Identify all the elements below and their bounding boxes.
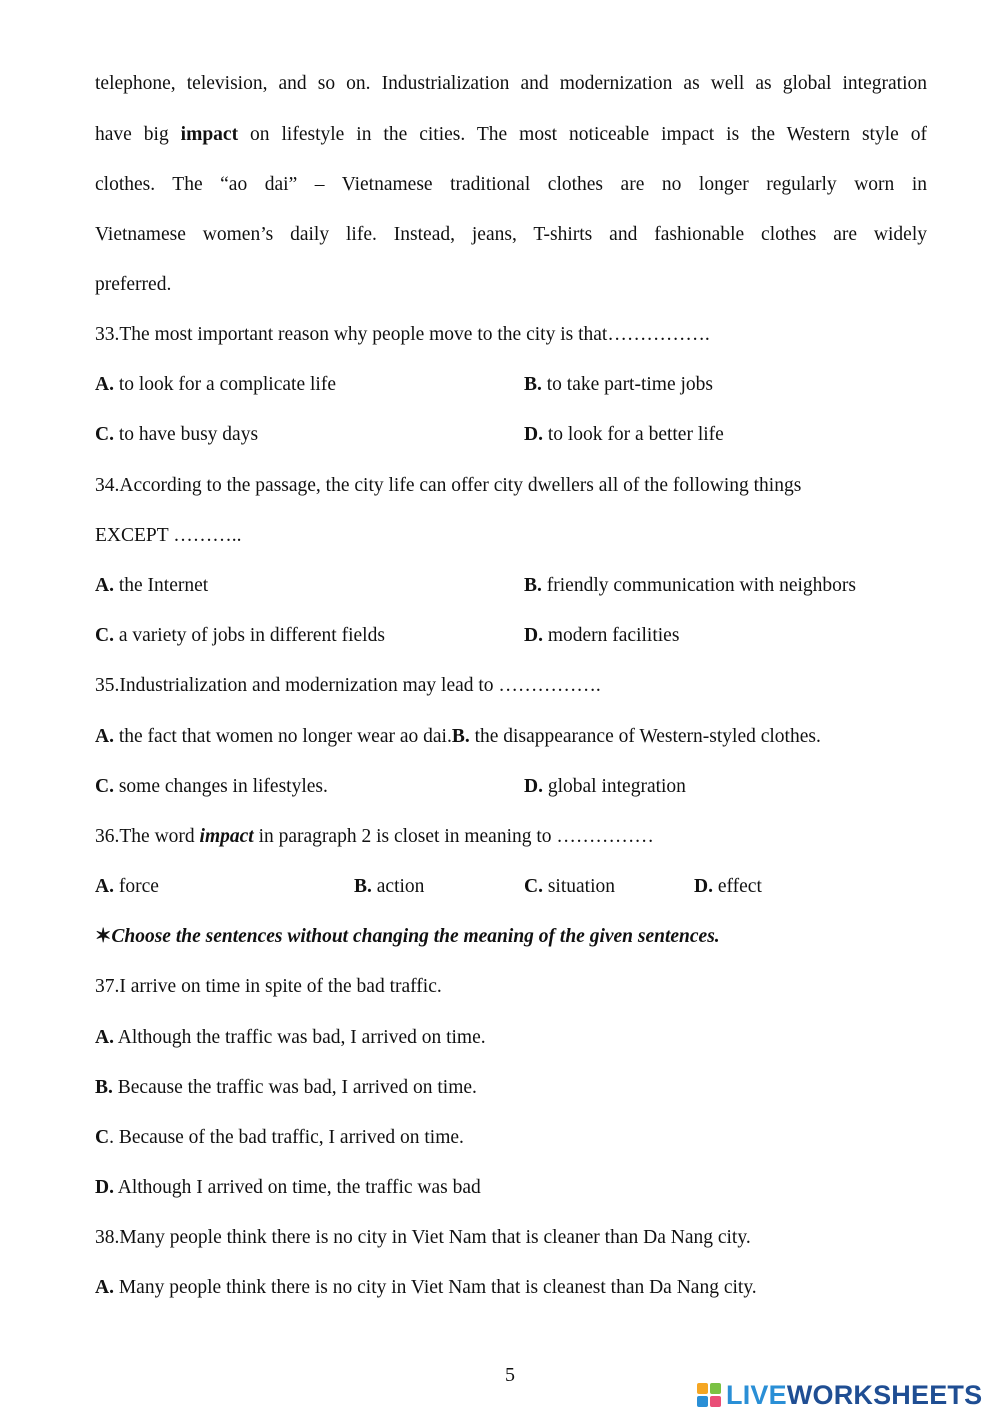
liveworksheets-logo[interactable] <box>697 1378 982 1412</box>
option-letter: A. <box>95 1027 114 1048</box>
passage-text: have big <box>95 124 181 145</box>
option-36-d[interactable] <box>694 877 762 897</box>
keyword-impact: impact <box>199 826 254 847</box>
option-text: Many people think there is no city in Viet Nam that is cleanest than Da Nang city. <box>113 1277 757 1298</box>
option-text: Although the traffic was bad, I arrived on time. <box>113 1027 486 1048</box>
logo-text <box>726 1380 982 1411</box>
option-34-a[interactable] <box>95 576 208 596</box>
option-37-a[interactable] <box>95 1028 486 1050</box>
option-text: force <box>113 876 159 897</box>
stem-text: in paragraph 2 is closet in meaning to …………… <box>253 826 654 847</box>
option-letter: C <box>95 1127 110 1148</box>
option-letter: C. <box>95 776 114 797</box>
option-text: the disappearance of Western-styled clothes. <box>469 726 821 747</box>
option-34-b[interactable] <box>524 576 856 596</box>
question-34-stem-continued: EXCEPT ……….. <box>95 525 242 546</box>
question-34-stem: 34.According to the passage, the city life can offer city dwellers all of the following things <box>95 475 802 496</box>
question-38-stem: 38.Many people think there is no city in Viet Nam that is cleaner than Da Nang city. <box>95 1227 751 1248</box>
option-text: modern facilities <box>542 625 680 646</box>
option-letter: B. <box>95 1077 113 1098</box>
passage-line-3: clothes. The “ao dai” – Vietnamese traditional clothes are no longer regularly worn in <box>95 174 927 195</box>
question-33-stem: 33.The most important reason why people move to the city is that……………. <box>95 324 710 345</box>
option-37-b[interactable] <box>95 1078 477 1100</box>
option-text: situation <box>542 876 616 897</box>
option-37-d[interactable] <box>95 1178 481 1200</box>
option-text: to have busy days <box>113 424 259 445</box>
passage-line-2 <box>95 125 927 147</box>
option-letter: C. <box>95 424 114 445</box>
option-letter: D. <box>524 424 543 445</box>
keyword-impact: impact <box>180 124 239 145</box>
question-36-stem <box>95 827 654 849</box>
passage-line-4: Vietnamese women’s daily life. Instead, jeans, T-shirts and fashionable clothes are widely <box>95 224 927 245</box>
option-text: friendly communication with neighbors <box>541 575 856 596</box>
question-35-stem: 35.Industrialization and modernization may lead to ……………. <box>95 675 601 696</box>
option-text: . Because of the bad traffic, I arrived on time. <box>109 1127 464 1148</box>
question-37-stem: 37.I arrive on time in spite of the bad traffic. <box>95 976 442 997</box>
option-letter: A. <box>95 374 114 395</box>
option-text: Although I arrived on time, the traffic was bad <box>113 1177 481 1198</box>
option-letter: A. <box>95 575 114 596</box>
option-34-d[interactable] <box>524 626 679 646</box>
section-instruction <box>95 927 720 949</box>
logo-square <box>697 1396 708 1407</box>
option-34-c[interactable] <box>95 626 385 646</box>
option-text: to take part-time jobs <box>541 374 714 395</box>
option-letter: D. <box>524 625 543 646</box>
option-letter: C. <box>95 625 114 646</box>
option-text: Because the traffic was bad, I arrived on time. <box>112 1077 477 1098</box>
logo-square <box>697 1383 708 1394</box>
logo-live: LIVE <box>726 1379 787 1410</box>
option-38-a[interactable] <box>95 1278 757 1300</box>
option-35-a[interactable] <box>95 726 452 747</box>
option-33-a[interactable] <box>95 375 336 395</box>
option-text: the fact that women no longer wear ao dai. <box>113 726 452 747</box>
option-text: action <box>371 876 425 897</box>
option-35-a-b-row <box>95 727 821 747</box>
option-letter: A. <box>95 876 114 897</box>
option-letter: A. <box>95 726 114 747</box>
option-35-b[interactable] <box>452 726 821 747</box>
logo-square <box>710 1383 721 1394</box>
option-text: global integration <box>542 776 686 797</box>
option-33-b[interactable] <box>524 375 713 395</box>
instruction-text: Choose the sentences without changing the meaning of the given sentences. <box>111 926 720 947</box>
option-37-c[interactable] <box>95 1128 464 1150</box>
passage-text: on lifestyle in the cities. The most noticeable impact is the Western style of <box>238 124 927 145</box>
option-text: to look for a better life <box>542 424 724 445</box>
option-letter: A. <box>95 1277 114 1298</box>
option-36-a[interactable] <box>95 877 159 897</box>
option-letter: B. <box>354 876 372 897</box>
option-35-d[interactable] <box>524 777 686 797</box>
logo-square <box>710 1396 721 1407</box>
option-letter: C. <box>524 876 543 897</box>
option-text: to look for a complicate life <box>113 374 336 395</box>
star-icon: ✶ <box>95 926 112 947</box>
option-letter: B. <box>524 575 542 596</box>
logo-worksheets: WORKSHEETS <box>786 1379 983 1410</box>
option-text: a variety of jobs in different fields <box>113 625 385 646</box>
option-text: the Internet <box>113 575 209 596</box>
passage-line-5: preferred. <box>95 274 172 295</box>
option-letter: D. <box>524 776 543 797</box>
option-letter: B. <box>524 374 542 395</box>
option-36-c[interactable] <box>524 877 615 897</box>
option-letter: D. <box>95 1177 114 1198</box>
option-text: effect <box>712 876 762 897</box>
passage-line-1: telephone, television, and so on. Industrialization and modernization as well as global integration <box>95 73 927 94</box>
option-33-c[interactable] <box>95 425 258 445</box>
logo-grid-icon <box>697 1383 721 1407</box>
option-33-d[interactable] <box>524 425 724 445</box>
option-35-c[interactable] <box>95 777 328 797</box>
option-letter: B. <box>451 726 470 747</box>
option-letter: D. <box>694 876 713 897</box>
option-text: some changes in lifestyles. <box>113 776 328 797</box>
option-36-b[interactable] <box>354 877 424 897</box>
stem-text: 36.The word <box>95 826 200 847</box>
page-number: 5 <box>505 1364 515 1386</box>
